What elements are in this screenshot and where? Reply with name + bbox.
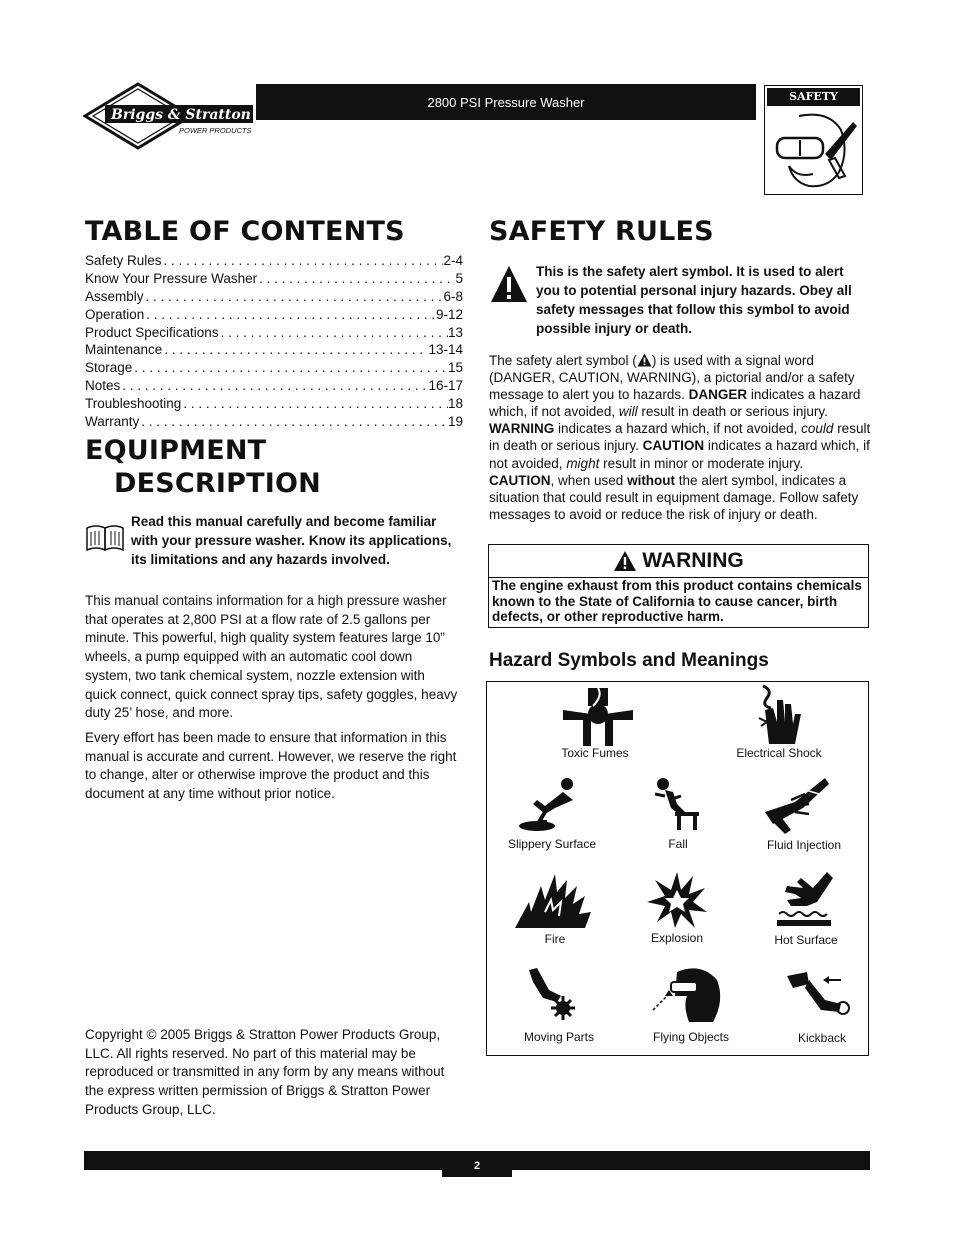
toc-leader bbox=[162, 341, 428, 359]
toc-entry-title: Know Your Pressure Washer bbox=[85, 270, 258, 286]
toc-entry-title: Operation bbox=[85, 306, 145, 322]
signal-words-paragraph: The safety alert symbol ( ) is used with a signal word (DANGER, CAUTION, WARNING), a pictorial and/or a safety message to alert you to hazards. DANGER indicates a hazard which, if not avoided, will result in death or serious injury. WARNING indicates a hazard which, if not avoided, could result in death or serious injury. CAUTION indicates a hazard which, if not avoided, might result in minor or moderate injury. CAUTION, when used without the alert symbol, indicates a situation that could result in equipment damage. Follow safety messages to avoid or reduce the risk of injury or death. bbox=[489, 353, 871, 522]
safety-rules-heading: SAFETY RULES bbox=[489, 216, 714, 247]
toc-entry-pages: 2-4 bbox=[443, 253, 463, 268]
brand-name: Briggs & Stratton bbox=[111, 107, 251, 123]
hazard-symbols-panel bbox=[486, 681, 869, 1056]
equipment-heading-line1: EQUIPMENT bbox=[85, 435, 267, 466]
fall-label: Fall bbox=[668, 837, 688, 851]
toc-leader bbox=[120, 377, 428, 395]
toc-entry bbox=[85, 270, 463, 288]
toc-leader bbox=[144, 288, 444, 306]
toc-entry-title: Safety Rules bbox=[85, 253, 162, 268]
kickback-label: Kickback bbox=[797, 1031, 847, 1045]
toc-entry-pages: 18 bbox=[447, 396, 463, 412]
hazard-symbols-heading: Hazard Symbols and Meanings bbox=[489, 650, 769, 671]
equipment-heading-line2: DESCRIPTION bbox=[114, 468, 321, 499]
toc-entry bbox=[85, 324, 463, 342]
equipment-description-paragraph: This manual contains information for a high pressure washer that operates at 2,800 PSI at a flow rate of 2.5 gallons per minute. This powerful, high quality system features large 10” wheels, a pump equipped with an automatic cool down system, two tank chemical system, nozzle extension with quick connect, quick connect spray tips, safety goggles, heavy duty 25’ hose, and more. bbox=[85, 593, 458, 721]
accuracy-disclaimer-paragraph: Every effort has been made to ensure that information in this manual is accurate and current. However, we reserve the right to change, alter or otherwise improve the product and this document at any time without prior notice. bbox=[85, 730, 457, 802]
fire-label: Fire bbox=[544, 932, 566, 946]
fall-icon bbox=[651, 776, 701, 832]
toc-entry-pages: 5 bbox=[455, 270, 463, 286]
hot-surface-label: Hot Surface bbox=[774, 933, 838, 947]
badge-label: SAFETY RULES bbox=[767, 88, 860, 106]
safety-rules-badge bbox=[764, 85, 863, 195]
toc-entry bbox=[85, 377, 463, 395]
toxic-fumes-icon bbox=[563, 686, 633, 748]
warning-text: The engine exhaust from this product contains chemicals known to the State of California to cause cancer, birth defects, or other reproductive harm. bbox=[492, 578, 862, 625]
toc-leader bbox=[219, 324, 448, 342]
toc-entry-title: Assembly bbox=[85, 288, 144, 304]
flying-objects-icon bbox=[651, 966, 725, 1026]
toc-entry-title: Maintenance bbox=[85, 342, 163, 358]
toc-list bbox=[85, 252, 463, 431]
toc-entry-pages: 15 bbox=[447, 360, 463, 376]
toc-entry-pages: 13 bbox=[447, 324, 463, 340]
fluid-injection-label: Fluid Injection bbox=[766, 838, 842, 852]
safety-alert-explanation: This is the safety alert symbol. It is used to alert you to potential personal injury hazards. Obey all safety messages that follow this symbol to avoid possible injury or death. bbox=[536, 264, 852, 336]
goggles-person-icon bbox=[769, 108, 858, 192]
electrical-shock-icon bbox=[755, 684, 805, 746]
toc-entry bbox=[85, 306, 463, 324]
toc-entry-pages: 6-8 bbox=[443, 288, 463, 304]
warning-label: WARNING bbox=[642, 549, 744, 572]
kickback-icon bbox=[785, 970, 853, 1026]
copyright-notice: Copyright © 2005 Briggs & Stratton Power Products Group, LLC. All rights reserved. No part of this material may be reproduced or transmitted in any form by any means without the express written permission of Briggs & Stratton Power Products Group, LLC. bbox=[85, 1027, 445, 1117]
toc-leader bbox=[132, 359, 448, 377]
fluid-injection-icon bbox=[765, 774, 831, 836]
toc-entry-title: Product Specifications bbox=[85, 324, 219, 340]
warning-header bbox=[489, 545, 868, 578]
toc-entry bbox=[85, 395, 463, 413]
explosion-label: Explosion bbox=[650, 931, 704, 945]
california-warning-box bbox=[488, 544, 869, 628]
hot-surface-icon bbox=[777, 872, 833, 928]
slippery-surface-icon bbox=[517, 776, 581, 832]
moving-parts-label: Moving Parts bbox=[523, 1030, 595, 1044]
toc-leader bbox=[139, 413, 448, 431]
slippery-surface-label: Slippery Surface bbox=[507, 837, 597, 851]
toc-entry-pages: 16-17 bbox=[428, 378, 463, 394]
document-title-bar bbox=[256, 84, 756, 120]
inline-alert-icon bbox=[637, 353, 652, 367]
manual-book-icon bbox=[85, 522, 127, 552]
toc-entry bbox=[85, 252, 463, 270]
toc-entry-pages: 13-14 bbox=[428, 342, 463, 358]
toc-leader bbox=[257, 270, 455, 288]
toc-leader bbox=[181, 395, 448, 413]
toc-heading: TABLE OF CONTENTS bbox=[85, 216, 405, 247]
warning-alert-icon bbox=[613, 550, 637, 572]
toc-entry-pages: 19 bbox=[447, 414, 463, 430]
moving-parts-icon bbox=[527, 968, 581, 1024]
fire-icon bbox=[515, 872, 591, 928]
toxic-fumes-label: Toxic Fumes bbox=[561, 746, 629, 760]
electrical-shock-label: Electrical Shock bbox=[736, 746, 822, 760]
toc-entry-title: Troubleshooting bbox=[85, 396, 182, 412]
toc-entry-title: Storage bbox=[85, 360, 133, 376]
toc-leader bbox=[162, 252, 444, 270]
toc-entry-pages: 9-12 bbox=[435, 306, 463, 322]
flying-objects-label: Flying Objects bbox=[652, 1030, 730, 1044]
document-title: 2800 PSI Pressure Washer bbox=[427, 94, 585, 110]
brand-logo bbox=[83, 78, 263, 154]
toc-entry-title: Warranty bbox=[85, 414, 140, 430]
safety-alert-icon bbox=[489, 264, 529, 304]
explosion-icon bbox=[647, 872, 707, 928]
toc-leader bbox=[144, 306, 436, 324]
read-manual-notice: Read this manual carefully and become familiar with your pressure washer. Know its applications, its limitations and any hazards involved. bbox=[131, 514, 452, 567]
page-number: 2 bbox=[442, 1155, 512, 1177]
toc-entry bbox=[85, 288, 463, 306]
toc-entry bbox=[85, 359, 463, 377]
toc-entry bbox=[85, 413, 463, 431]
toc-entry-title: Notes bbox=[85, 378, 121, 394]
brand-sub: POWER PRODUCTS bbox=[179, 126, 252, 135]
toc-entry bbox=[85, 341, 463, 359]
